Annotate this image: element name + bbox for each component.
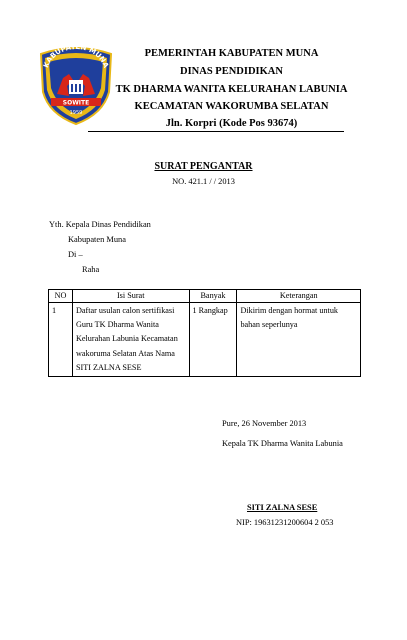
letterhead-divider [88, 131, 344, 132]
letterhead-government: PEMERINTAH KABUPATEN MUNA [144, 48, 319, 59]
letter-contents-table [48, 289, 361, 377]
recipient-title: Yth. Kepala Dinas Pendidikan [49, 220, 151, 229]
recipient-regency: Kabupaten Muna [68, 235, 126, 244]
cell-keterangan [237, 303, 361, 377]
place-date: Pure, 26 November 2013 [222, 419, 307, 428]
recipient-at: Di – [68, 250, 83, 259]
logo-year: 1959 [69, 110, 83, 116]
letterhead-department: DINAS PENDIDIKAN [180, 66, 283, 77]
signatory-nip: NIP: 19631231200604 2 053 [236, 518, 334, 527]
header-isi-surat: Isi Surat [72, 290, 189, 303]
signatory-name: SITI ZALNA SESE [247, 503, 318, 512]
logo-banner-text: SOWITE [62, 99, 90, 107]
recipient-city: Raha [82, 265, 100, 274]
cell-isi-surat [72, 303, 189, 377]
signatory-position: Kepala TK Dharma Wanita Labunia [222, 439, 343, 448]
table-row [49, 303, 361, 377]
letter-number: NO. 421.1 / / 2013 [172, 177, 235, 186]
isi-line: SITI ZALNA SESE [75, 362, 142, 372]
table-header-row [49, 290, 361, 303]
keterangan-line: Dikirim dengan hormat untuk [240, 306, 339, 315]
letter-title: SURAT PENGANTAR [154, 161, 253, 172]
header-no: NO [49, 290, 73, 303]
letterhead-district: KECAMATAN WAKORUMBA SELATAN [134, 101, 329, 112]
header-keterangan: Keterangan [237, 290, 361, 303]
letterhead-address: Jln. Korpri (Kode Pos 93674) [165, 118, 298, 129]
isi-line: wakoruma Selatan Atas Nama [75, 348, 175, 358]
cell-banyak: 1 Rangkap [189, 303, 237, 377]
header-banyak: Banyak [189, 290, 237, 303]
isi-line: Guru TK Dharma Wanita [75, 320, 159, 330]
keterangan-line: bahan seperlunya [240, 320, 298, 330]
cell-no: 1 [49, 303, 73, 377]
isi-line: Daftar usulan calon sertifikasi [75, 306, 175, 315]
logo-arc-text: KABUPATEN MUNA [42, 44, 110, 70]
letterhead-school: TK DHARMA WANITA KELURAHAN LABUNIA [115, 84, 348, 95]
isi-line: Kelurahan Labunia Kecamatan [75, 334, 178, 344]
